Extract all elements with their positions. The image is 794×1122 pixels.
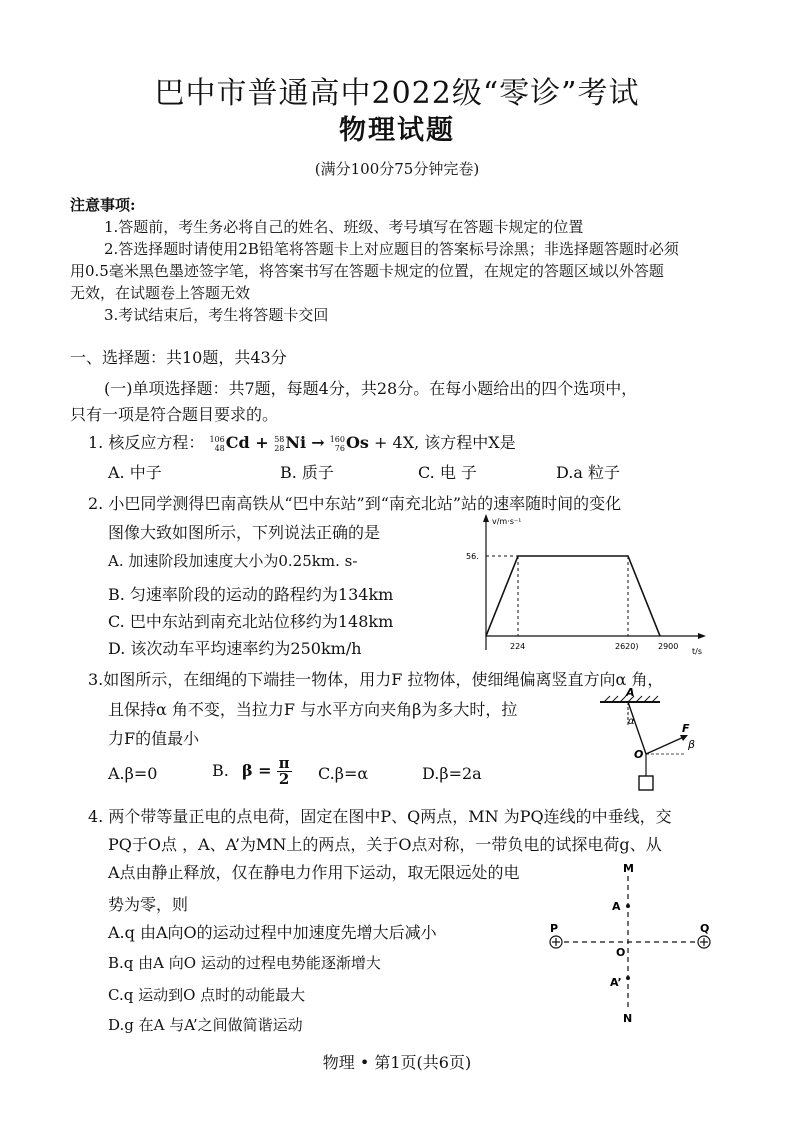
alpha-label: α	[628, 716, 635, 727]
question-2-option-d: D. 该次动车平均速率约为250km/h	[108, 639, 362, 658]
option-b-letter: B.	[212, 761, 229, 780]
question-1-option-d: D.a 粒子	[556, 463, 620, 482]
question-4-option-d: D.g 在A 与A’之间做简谐运动	[108, 1016, 303, 1034]
point-a-label: A	[612, 900, 621, 913]
question-1-stem	[88, 430, 516, 453]
os-isotope-numbers: 160 76	[329, 434, 345, 453]
exam-subtitle: (满分100分75分钟完卷)	[314, 160, 480, 178]
plus-sign: +	[249, 433, 275, 452]
question-4-option-b: B.q 由A 向O 运动的过程电势能逐渐增大	[108, 954, 381, 972]
notes-item-2-line-1: 2.答选择题时请使用2B铅笔将答题卡上对应题目的答案标号涂黑；非选择题答题时必须	[104, 240, 679, 258]
point-n-label: N	[623, 1012, 633, 1025]
notes-item-2-line-2: 用0.5毫米黑色墨迹签字笔，将答案书写在答题卡规定的位置，在规定的答题区域以外答题	[70, 262, 664, 280]
rope	[628, 702, 646, 754]
page-footer: 物理 • 第1页(共6页)	[322, 1053, 472, 1072]
t-axis-arrow-icon	[698, 633, 706, 639]
notes-item-2-line-3: 无效，在试题卷上答题无效	[70, 284, 251, 302]
point-p-label: P	[550, 922, 559, 935]
section-1-sub-line-1: (一)单项选择题：共7题，每题4分，共28分。在每小题给出的四个选项中，	[104, 379, 638, 398]
velocity-curve	[486, 556, 660, 636]
point-a-prime-label: A’	[610, 976, 622, 989]
section-1-sub-line-2: 只有一项是符合题目要求的。	[70, 405, 279, 424]
question-2-line-1: 2. 小巴同学测得巴南高铁从“巴中东站”到“南充北站”站的速率随时间的变化	[88, 494, 622, 513]
cd-isotope-numbers: 106 48	[209, 434, 225, 453]
notes-item-3: 3.考试结束后，考生将答题卡交回	[104, 306, 329, 324]
rope-force-diagram	[590, 686, 710, 806]
v-axis-label: v/m·s⁻¹	[492, 517, 522, 526]
point-m-label: M	[623, 862, 634, 875]
question-2-line-2: 图像大致如图所示，下列说法正确的是	[108, 523, 381, 542]
question-3-option-c: C.β=α	[318, 764, 369, 783]
question-2-option-a: A. 加速阶段加速度大小为0.25km. s-	[108, 552, 358, 570]
ni-symbol: Ni	[285, 433, 307, 452]
question-3-line-2: 且保持α 角不变，当拉力F 与水平方向夹角β为多大时，拉	[108, 700, 518, 719]
question-1-number: 1.	[88, 433, 104, 452]
exam-title: 巴中市普通高中2022级“零诊”考试	[154, 76, 640, 111]
question-4-line-4: 势为零，则	[108, 895, 189, 914]
question-2-option-c: C. 巴中东站到南充北站位移约为148km	[108, 612, 394, 631]
question-3-option-d: D.β=2a	[422, 764, 482, 783]
point-a-marker	[626, 904, 630, 908]
question-1-prefix: 核反应方程：	[108, 433, 205, 452]
point-o-label: O	[634, 748, 644, 761]
point-q-label: Q	[700, 922, 710, 935]
question-4-option-a: A.q 由A向O的运动过程中加速度先增大后减小	[108, 923, 437, 942]
t-tick-2: 2620)	[615, 642, 639, 651]
t-tick-1: 224	[510, 642, 526, 651]
subject-title: 物理试题	[339, 115, 455, 146]
pi-over-two-fraction: $\frac{\pi}{2}$	[278, 754, 290, 788]
question-1-option-b: B. 质子	[280, 463, 334, 482]
section-1-heading: 一、选择题：共10题，共43分	[70, 348, 287, 367]
v-axis-arrow-icon	[483, 514, 489, 522]
beta-label: β	[688, 738, 696, 751]
charge-field-diagram	[540, 858, 720, 1028]
force-f-arrow	[646, 736, 686, 754]
os-symbol: Os	[345, 433, 369, 452]
question-4-line-3: A点由静止释放，仅在静电力作用下运动，取无限远处的电	[108, 863, 520, 882]
hanging-block	[639, 776, 653, 790]
reaction-arrow: →	[311, 433, 325, 452]
question-4-option-c: C.q 运动到O 点时的动能最大	[108, 986, 306, 1004]
notes-item-1: 1.答题前，考生务必将自己的姓名、班级、考号填写在答题卡规定的位置	[104, 218, 584, 236]
question-3-line-3: 力F的值最小	[108, 729, 200, 748]
force-f-label: F	[682, 722, 690, 735]
point-a-prime-marker	[626, 976, 630, 980]
cd-symbol: Cd	[225, 433, 250, 452]
point-a-label: A	[626, 686, 635, 699]
question-4-line-2: PQ于O点 ，A、A’为MN上的两点，关于O点对称，一带负电的试探电荷g、从	[108, 835, 662, 854]
question-3-line-1: 3.如图所示，在细绳的下端挂一物体，用力F 拉物体，使细绳偏离竖直方向α 角，	[88, 670, 664, 689]
option-b-beta: β =	[241, 761, 272, 780]
question-1-option-a: A. 中子	[108, 463, 162, 482]
t-axis-label: t/s	[692, 647, 702, 656]
velocity-time-graph	[460, 512, 710, 660]
question-2-option-b: B. 匀速率阶段的运动的路程约为134km	[108, 585, 394, 604]
question-3-option-b	[212, 756, 292, 787]
question-1-suffix: + 4X, 该方程中X是	[368, 433, 516, 452]
question-3-option-a: A.β=0	[108, 764, 158, 783]
notes-heading: 注意事项:	[70, 196, 136, 214]
v-tick-label: 56.	[466, 552, 479, 561]
point-o-label: O	[616, 946, 626, 959]
question-1-option-c: C. 电 子	[418, 463, 477, 482]
question-4-line-1: 4. 两个带等量正电的点电荷，固定在图中P、Q两点，MN 为PQ连线的中垂线，交	[88, 807, 672, 826]
ni-isotope-numbers: 58 28	[274, 434, 285, 453]
t-tick-3: 2900	[658, 642, 679, 651]
